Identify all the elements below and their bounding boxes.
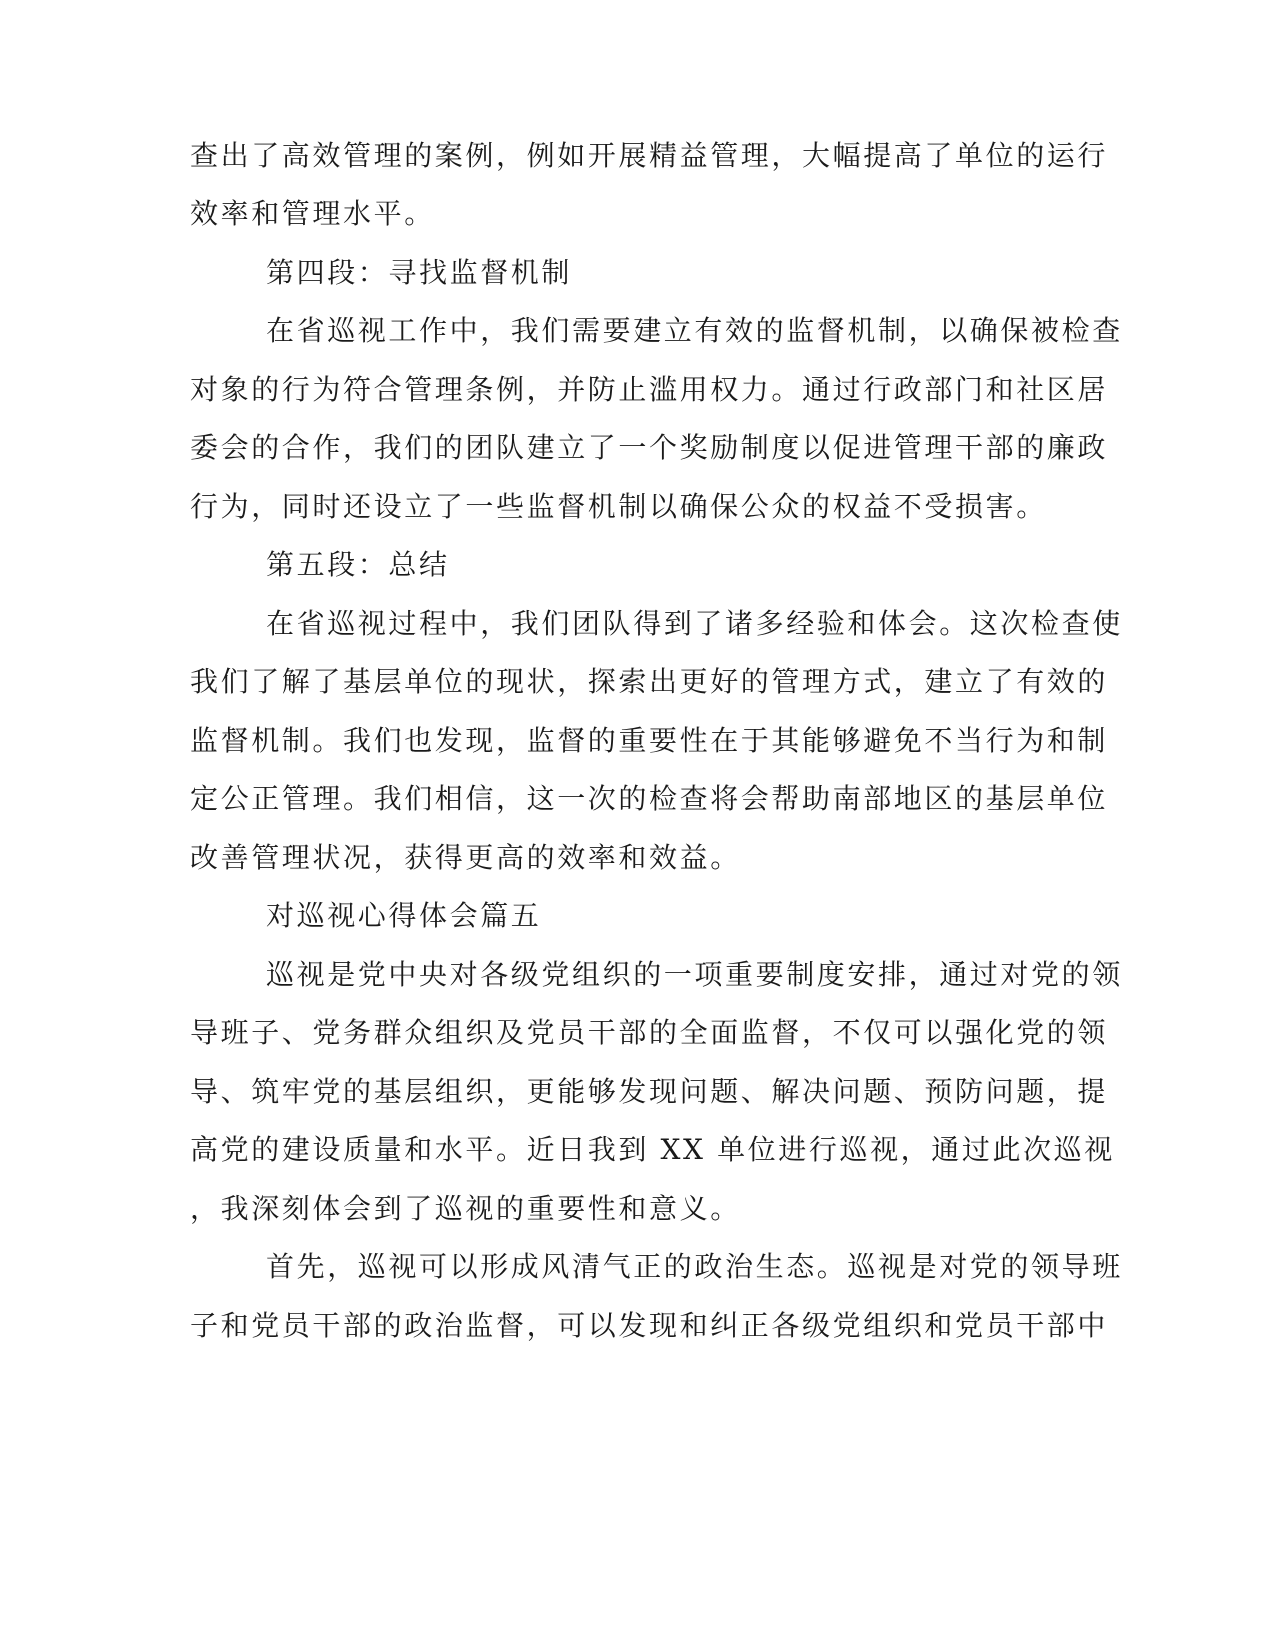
text-line: 查出了高效管理的案例，例如开展精益管理，大幅提高了单位的运行 bbox=[190, 139, 1109, 172]
text-line: 改善管理状况，获得更高的效率和效益。 bbox=[190, 841, 741, 874]
text-line: 定公正管理。我们相信，这一次的检查将会帮助南部地区的基层单位 bbox=[190, 782, 1109, 815]
text-line: 我们了解了基层单位的现状，探索出更好的管理方式，建立了有效的 bbox=[190, 665, 1109, 698]
text-line: 效率和管理水平。 bbox=[190, 197, 435, 230]
section-heading: 第五段：总结 bbox=[266, 548, 450, 581]
text-line: 对象的行为符合管理条例，并防止滥用权力。通过行政部门和社区居 bbox=[190, 373, 1109, 406]
text-line: 子和党员干部的政治监督，可以发现和纠正各级党组织和党员干部中 bbox=[190, 1309, 1109, 1342]
text-line: 委会的合作，我们的团队建立了一个奖励制度以促进管理干部的廉政 bbox=[190, 431, 1109, 464]
text-line: ，我深刻体会到了巡视的重要性和意义。 bbox=[190, 1192, 741, 1225]
text-line: 首先，巡视可以形成风清气正的政治生态。巡视是对党的领导班 bbox=[266, 1250, 1123, 1283]
text-line: 导班子、党务群众组织及党员干部的全面监督，不仅可以强化党的领 bbox=[190, 1016, 1109, 1049]
text-line: 导、筑牢党的基层组织，更能够发现问题、解决问题、预防问题，提 bbox=[190, 1075, 1109, 1108]
text-line: 在省巡视工作中，我们需要建立有效的监督机制，以确保被检查 bbox=[266, 314, 1123, 347]
text-line: 高党的建设质量和水平。近日我到 XX 单位进行巡视，通过此次巡视 bbox=[190, 1133, 1115, 1166]
article-title: 对巡视心得体会篇五 bbox=[266, 899, 542, 932]
text-line: 行为，同时还设立了一些监督机制以确保公众的权益不受损害。 bbox=[190, 490, 1047, 523]
text-line: 在省巡视过程中，我们团队得到了诸多经验和体会。这次检查使 bbox=[266, 607, 1123, 640]
text-line: 巡视是党中央对各级党组织的一项重要制度安排，通过对党的领 bbox=[266, 958, 1123, 991]
section-heading: 第四段：寻找监督机制 bbox=[266, 256, 573, 289]
text-line: 监督机制。我们也发现，监督的重要性在于其能够避免不当行为和制 bbox=[190, 724, 1109, 757]
